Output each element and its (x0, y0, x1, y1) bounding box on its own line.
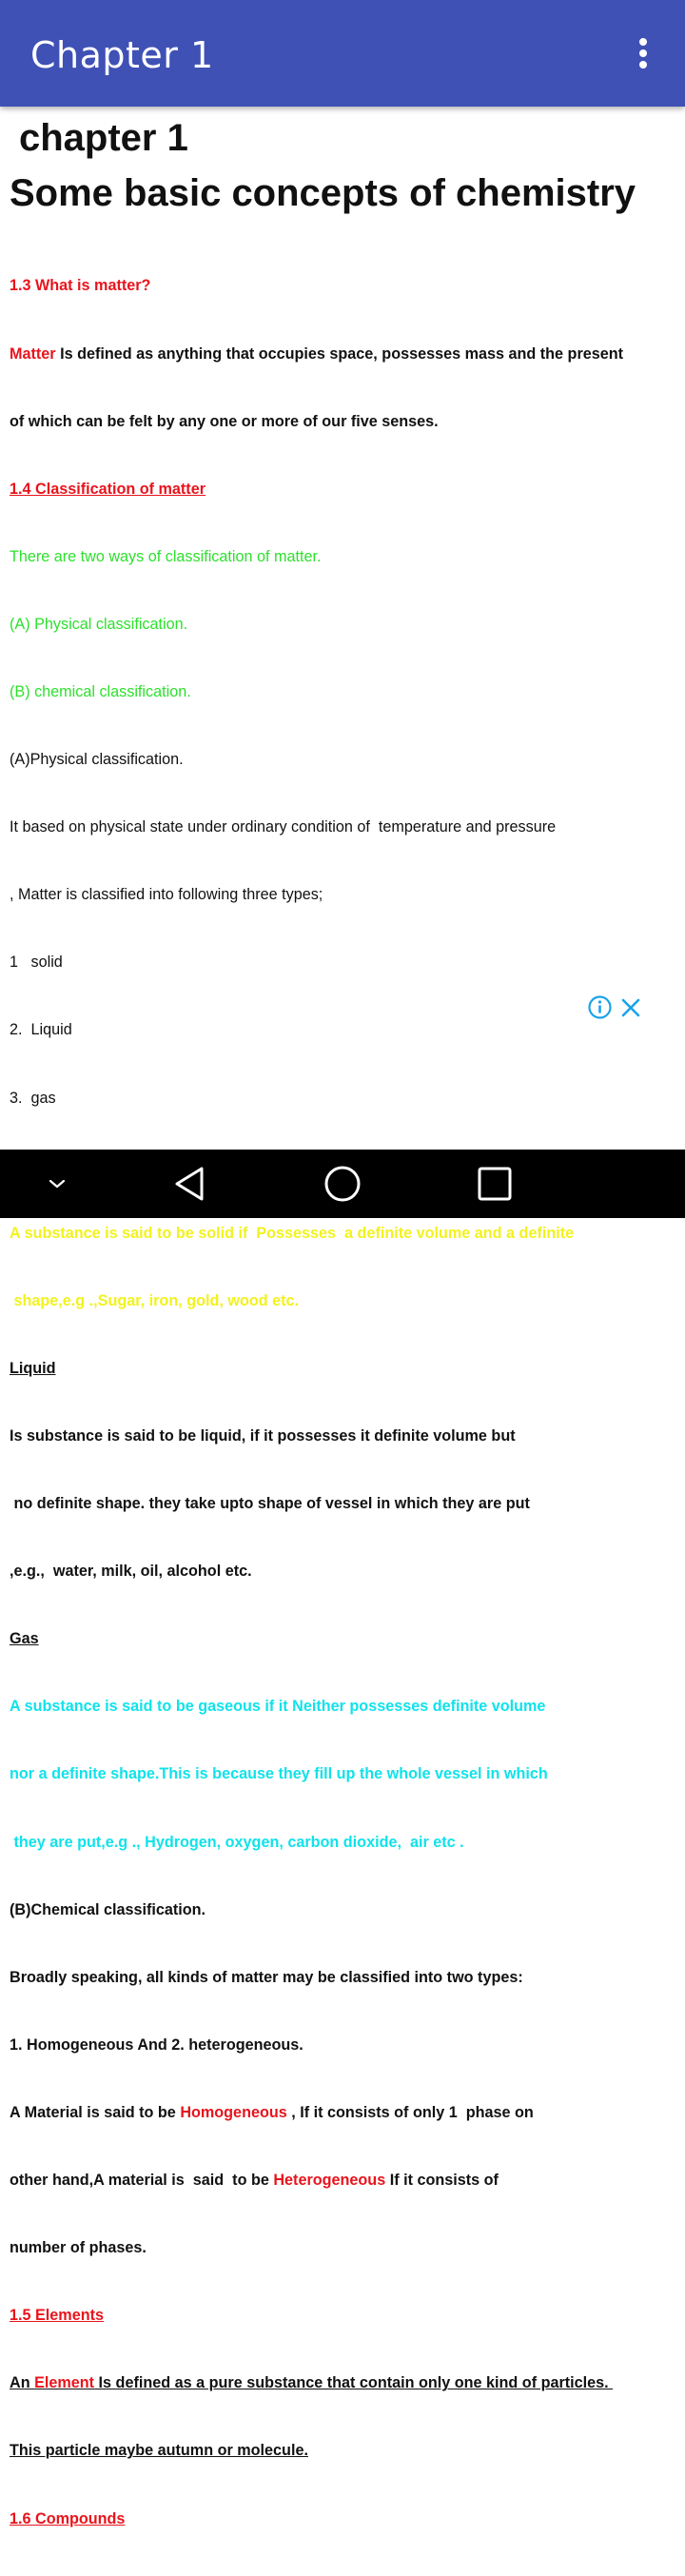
heterogeneous-pre: other hand,A material is said to be (10, 2172, 274, 2190)
element-post: Is defined as a pure substance that contain only one kind of particles. (94, 2374, 614, 2392)
solid-text-2: shape,e.g .,Sugar, iron, gold, wood etc. (10, 1291, 300, 1309)
chapter-content (10, 112, 675, 2576)
homogeneous-post: , If it consists of only 1 phase on (286, 2103, 534, 2121)
system-nav-bar (0, 1150, 685, 1218)
section-heading-1-3: 1.3 What is matter? (10, 277, 151, 295)
gas-heading: Gas (10, 1630, 39, 1648)
matter-definition-line-2: of which can be felt by any one or more of our five senses. (10, 412, 439, 430)
app-bar (0, 0, 685, 107)
gas-text-3: they are put,e.g ., Hydrogen, oxygen, carbon dioxide, air etc . (10, 1833, 464, 1851)
classification-intro: There are two ways of classification of matter. (10, 547, 322, 565)
classification-a: (A) Physical classification. (10, 615, 188, 633)
physical-text-2: , Matter is classified into following three types; (10, 886, 323, 904)
physical-classification-heading: (A)Physical classification. (10, 751, 184, 769)
heterogeneous-line (10, 2170, 675, 2193)
type-liquid: 2. Liquid (10, 1021, 72, 1039)
main-heading: Some basic concepts of chemistry (10, 172, 636, 214)
matter-definition-line (10, 344, 675, 366)
classification-b: (B) chemical classification. (10, 682, 191, 700)
homogeneous-line (10, 2102, 675, 2125)
element-definition-line (10, 2372, 675, 2395)
back-icon[interactable] (152, 1150, 228, 1218)
term-element: Element (34, 2374, 95, 2392)
type-gas: 3. gas (10, 1089, 56, 1107)
gas-text-1: A substance is said to be gaseous if it Neither possesses definite volume (10, 1698, 546, 1716)
liquid-text-3: ,e.g., water, milk, oil, alcohol etc. (10, 1563, 252, 1581)
term-heterogeneous: Heterogeneous (273, 2172, 386, 2190)
gas-text-2: nor a definite shape.This is because they fill up the whole vessel in which (10, 1765, 548, 1783)
home-icon[interactable] (304, 1150, 381, 1218)
type-solid: 1 solid (10, 954, 63, 972)
recents-icon[interactable] (457, 1150, 533, 1218)
section-heading-1-6: 1.6 Compounds (10, 2509, 126, 2527)
app-bar-title: Chapter 1 (30, 34, 214, 76)
chemical-text-2: 1. Homogeneous And 2. heterogeneous. (10, 2035, 303, 2054)
chapter-heading: chapter 1 (19, 117, 188, 159)
solid-text-1: A substance is said to be solid if Possesses a definite volume and a definite (10, 1224, 575, 1242)
section-heading-1-5: 1.5 Elements (10, 2307, 104, 2325)
more-vert-icon[interactable] (630, 36, 656, 70)
liquid-text-1: Is substance is said to be liquid, if it possesses it definite volume but (10, 1427, 516, 1445)
info-icon[interactable] (588, 995, 612, 1019)
physical-text-1: It based on physical state under ordinary condition of temperature and pressure (10, 818, 557, 836)
element-pre: An (10, 2374, 35, 2392)
liquid-heading: Liquid (10, 1359, 56, 1377)
chemical-classification-heading: (B)Chemical classification. (10, 1900, 206, 1918)
close-icon[interactable] (620, 997, 641, 1018)
matter-definition-text: Is defined as anything that occupies space, possesses mass and the present (55, 344, 624, 363)
heterogeneous-end: number of phases. (10, 2239, 147, 2257)
term-matter: Matter (10, 344, 56, 363)
section-heading-1-4: 1.4 Classification of matter (10, 480, 206, 498)
ad-choices (588, 995, 645, 1020)
chevron-down-icon[interactable] (19, 1150, 95, 1218)
liquid-text-2: no definite shape. they take upto shape of vessel in which they are put (10, 1495, 530, 1513)
element-text-2: This particle maybe autumn or molecule. (10, 2442, 308, 2460)
heterogeneous-post: If it consists of (385, 2172, 499, 2190)
term-homogeneous: Homogeneous (180, 2103, 287, 2121)
article-body (10, 230, 675, 2576)
chemical-text-1: Broadly speaking, all kinds of matter may be classified into two types: (10, 1968, 523, 1986)
homogeneous-pre: A Material is said to be (10, 2103, 181, 2121)
